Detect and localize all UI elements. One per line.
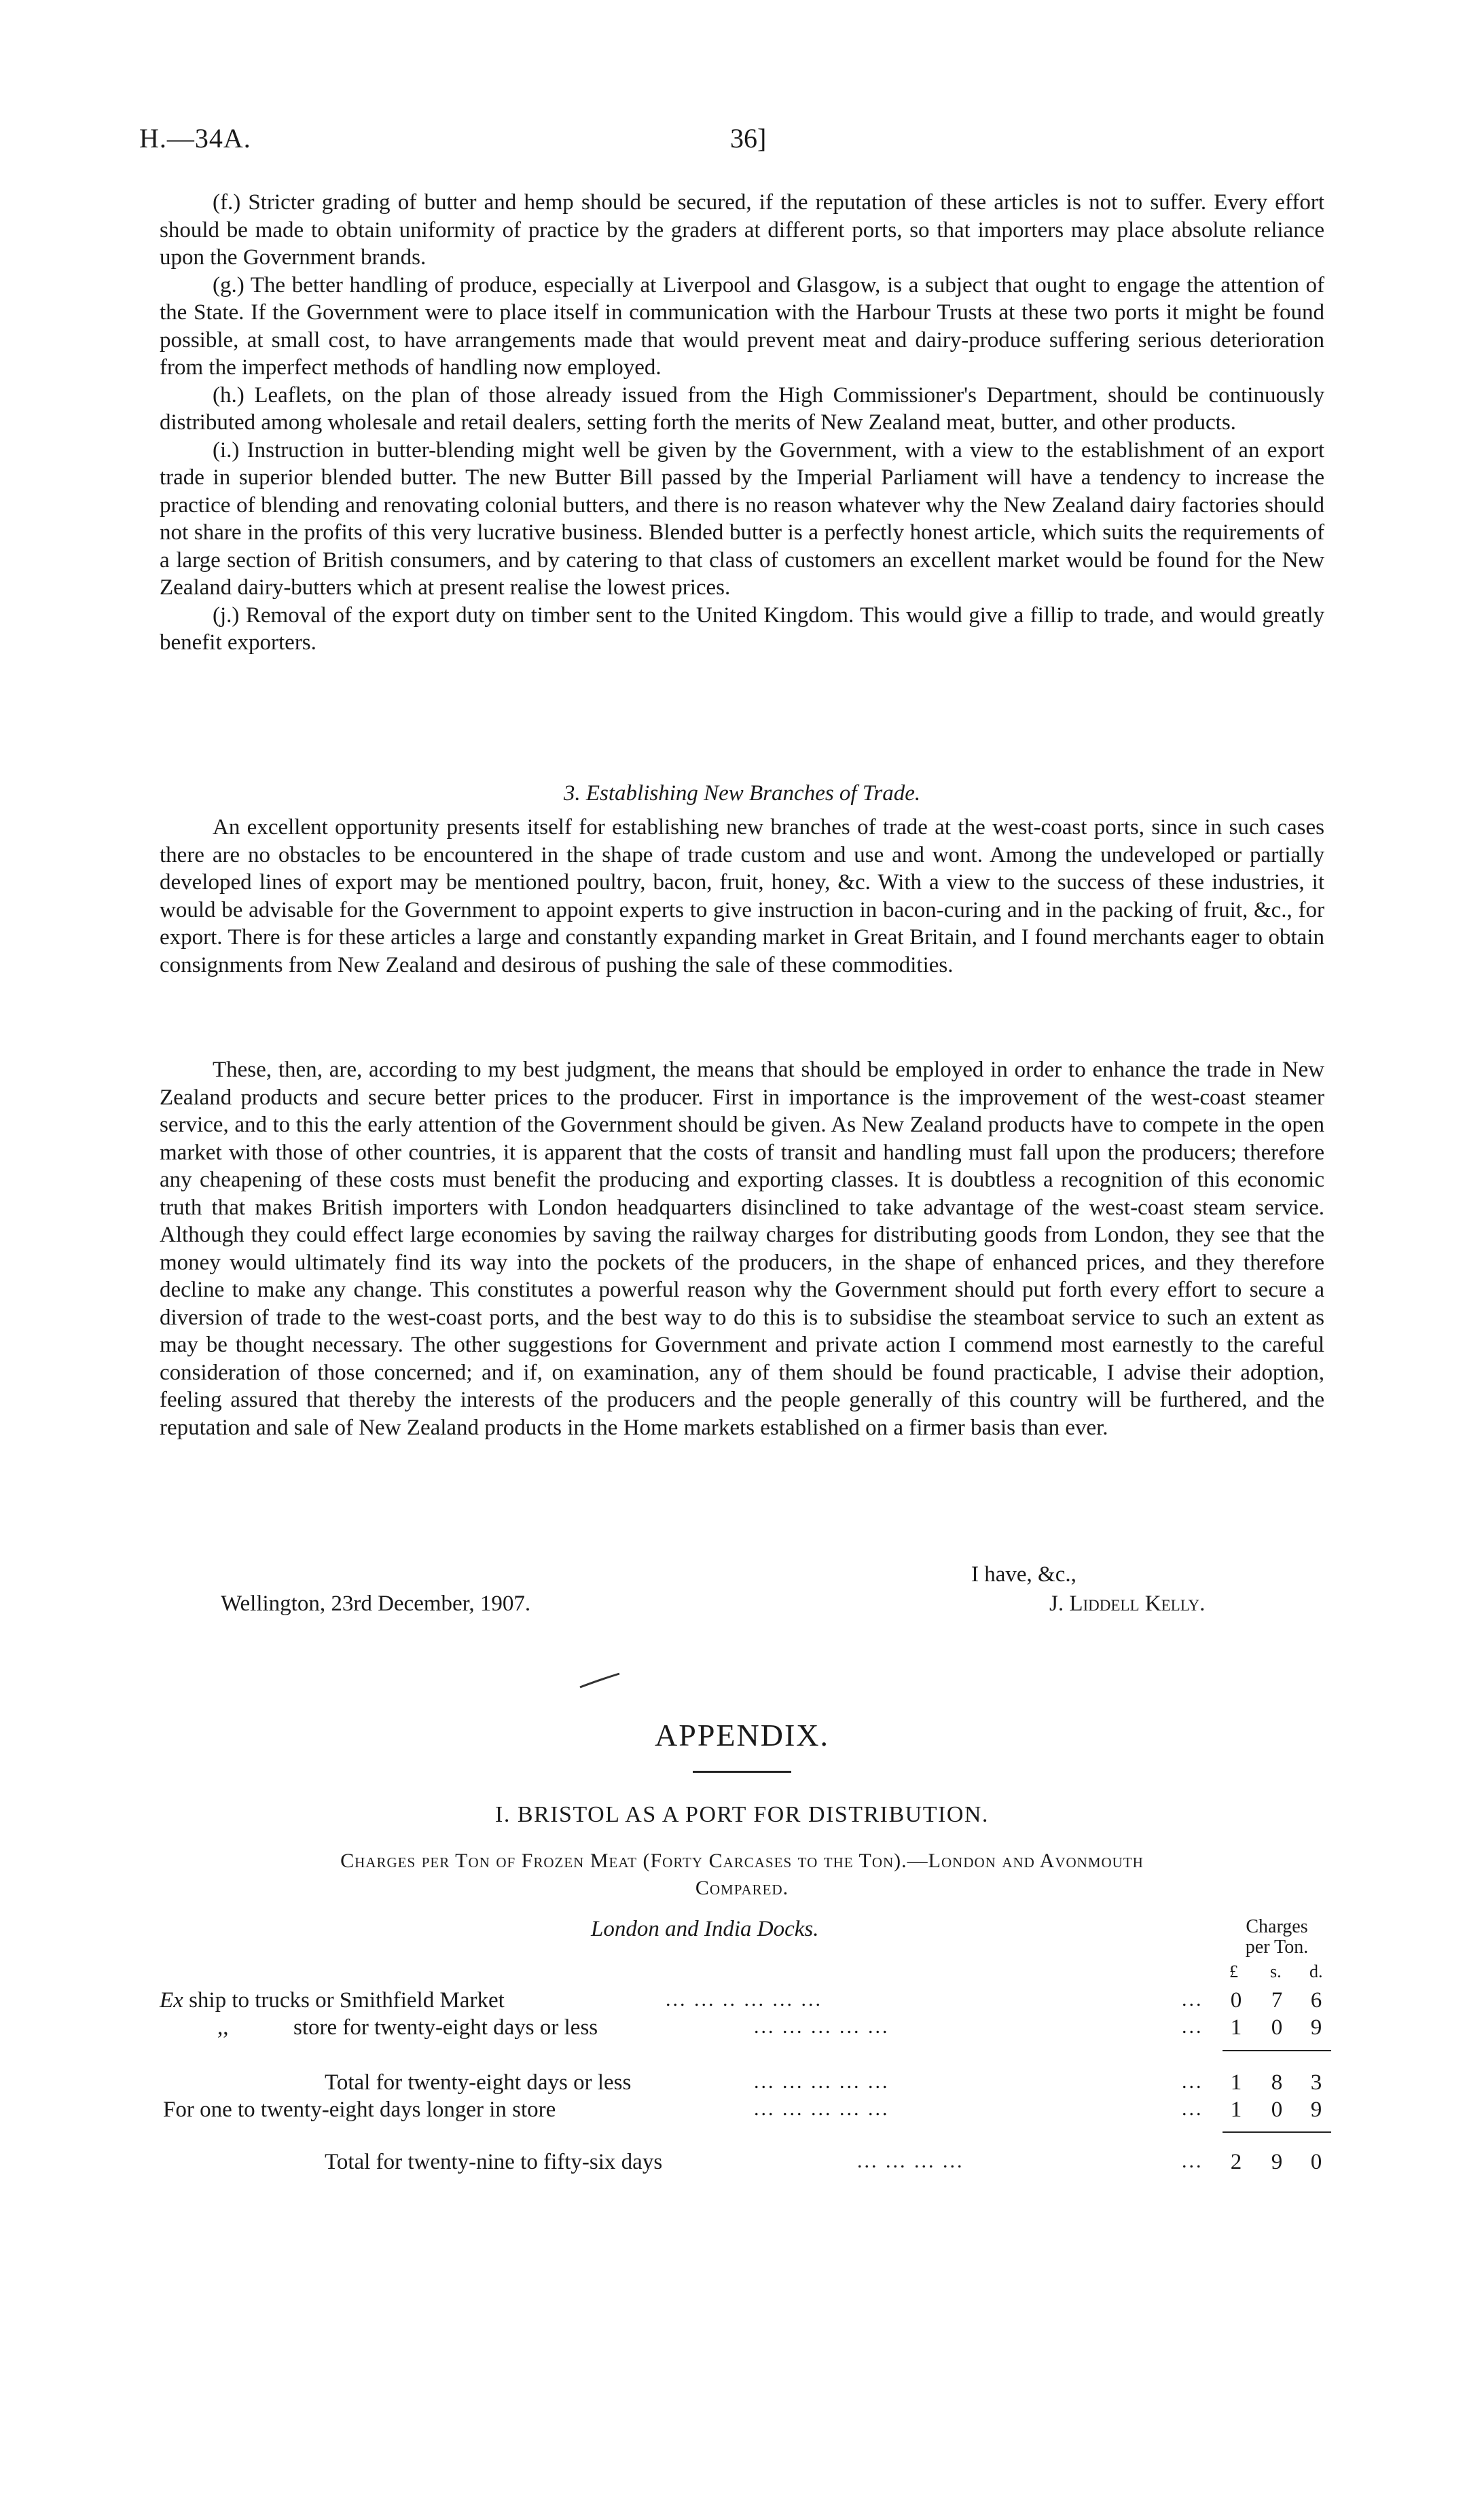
section-heading: 3. Establishing New Branches of Trade. — [563, 781, 921, 806]
row-leader: ... ... ... ... — [857, 2150, 964, 2172]
recommendations-block — [160, 189, 1324, 657]
unit-pence: d. — [1309, 1962, 1323, 1981]
section-3-paragraph: An excellent opportunity presents itself for establishing new branches of trade at the west-coast ports, since in such cases there are no obstacles to be encountered in the shape of trade custom and use and wont. Among the undeveloped or partially developed lines of export may be mentioned poultry, bacon, fruit, honey, &c. With a view to the success of these industries, it would be advisable for the Government to appoint experts to give instruction in bacon-curing and in the packing of fruit, &c., for export. There is for these articles a large and constantly expanding market in Great Britain, and I found merchants eager to obtain consignments from New Zealand and desirous of pushing the sale of these commodities. — [160, 815, 1324, 977]
conclusion-block — [160, 1056, 1324, 1441]
docks-subheading: London and India Docks. — [591, 1917, 819, 1941]
subtotal-rule — [1223, 2050, 1331, 2051]
appendix-section-title: I. BRISTOL AS A PORT FOR DISTRIBUTION. — [495, 1802, 989, 1827]
page-number: 36] — [730, 123, 767, 154]
table-row-label — [160, 1988, 505, 2013]
charges-header-line-1: Charges — [1246, 1916, 1308, 1937]
row-text: ship to trucks or Smithfield Market — [183, 1988, 505, 2013]
value-pence: 0 — [1310, 2150, 1322, 2174]
row-leader: ... ... .. ... ... ... — [666, 1988, 822, 2011]
value-shillings: 0 — [1271, 2015, 1283, 2040]
value-pence: 9 — [1310, 2097, 1322, 2122]
value-pence: 6 — [1310, 1988, 1322, 2013]
value-shillings: 0 — [1271, 2097, 1283, 2122]
appendix-title: APPENDIX. — [655, 1718, 829, 1752]
table-row-label: Total for twenty-nine to fifty-six days — [325, 2150, 663, 2174]
row-leader: ... ... ... ... ... — [754, 2015, 890, 2038]
value-pounds: 1 — [1230, 2070, 1242, 2095]
report-code: H.—34A. — [139, 123, 251, 154]
paragraph-f: (f.) Stricter grading of butter and hemp should be secured, if the reputation of these articles is not to suffer. Every effort should be made to obtain uniformity of practice by the graders at different ports, so that importers may place absolute reliance upon the Government brands. — [160, 190, 1324, 270]
table-row-label: For one to twenty-eight days longer in store — [163, 2097, 556, 2122]
place-date: Wellington, 23rd December, 1907. — [221, 1591, 531, 1616]
charges-header-line-2: per Ton. — [1245, 1937, 1309, 1958]
paragraph-g: (g.) The better handling of produce, especially at Liverpool and Glasgow, is a subject that ought to engage the attention of the State. If the Government were to place itself in communication with the Harbour Trusts at these two ports it might be found possible, at small cost, to have arrangements made that would prevent meat and dairy-produce suffering serious deterioration from the imperfect methods of handling now employed. — [160, 272, 1324, 380]
appendix-rule — [693, 1771, 791, 1773]
value-pence: 9 — [1310, 2015, 1322, 2040]
row-leader: ... ... ... ... ... — [754, 2070, 890, 2093]
value-pounds: 0 — [1230, 1988, 1242, 2013]
ornament-mark — [577, 1671, 625, 1691]
row-end-leader: ... — [1182, 2097, 1204, 2120]
row-end-leader: ... — [1182, 2150, 1204, 2172]
row-end-leader: ... — [1182, 2015, 1204, 2038]
signature: J. Liddell Kelly. — [1049, 1591, 1206, 1616]
unit-pounds: £ — [1229, 1962, 1238, 1981]
unit-shillings: s. — [1270, 1962, 1282, 1981]
table-caption-line-2: Compared. — [695, 1877, 789, 1899]
salutation: I have, &c., — [971, 1562, 1076, 1587]
table-row-label: Total for twenty-eight days or less — [325, 2070, 632, 2095]
row-ditto-mark: ,, — [217, 2015, 229, 2040]
value-pence: 3 — [1310, 2070, 1322, 2095]
charges-column-header — [1216, 1917, 1338, 1958]
value-shillings: 8 — [1271, 2070, 1283, 2095]
paragraph-j: (j.) Removal of the export duty on timber sent to the United Kingdom. This would give a fillip to trade, and would greatly benefit exporters. — [160, 602, 1324, 655]
row-end-leader: ... — [1182, 1988, 1204, 2011]
value-pounds: 2 — [1230, 2150, 1242, 2174]
total-rule — [1223, 2131, 1331, 2133]
value-pounds: 1 — [1230, 2097, 1242, 2122]
row-end-leader: ... — [1182, 2070, 1204, 2093]
value-shillings: 9 — [1271, 2150, 1283, 2174]
paragraph-h: (h.) Leaflets, on the plan of those already issued from the High Commissioner's Department, should be continuously distributed among wholesale and retail dealers, setting forth the merits of New Zealand meat, butter, and other products. — [160, 382, 1324, 435]
value-pounds: 1 — [1230, 2015, 1242, 2040]
value-shillings: 7 — [1271, 1988, 1283, 2013]
row-leader: ... ... ... ... ... — [754, 2097, 890, 2120]
table-caption-line-1: Charges per Ton of Frozen Meat (Forty Carcases to the Ton).—London and Avonmouth — [340, 1850, 1144, 1872]
row-prefix: Ex — [160, 1988, 183, 2013]
table-caption — [160, 1848, 1324, 1902]
table-row-label: store for twenty-eight days or less — [293, 2015, 598, 2040]
paragraph-i: (i.) Instruction in butter-blending might well be given by the Government, with a view to the establishment of an export trade in superior blended butter. The new Butter Bill passed by the Imperial Parliament will have a tendency to increase the practice of blending and renovating colonial butters, and there is no reason whatever why the New Zealand dairy factories should not share in the profits of this very lucrative business. Blended butter is a perfectly honest article, which suits the requirements of a large section of British consumers, and by catering to that class of customers an excellent market would be found for the New Zealand dairy-butters which at present realise the lowest prices. — [160, 437, 1324, 600]
section-3-block — [160, 814, 1324, 979]
conclusion-paragraph: These, then, are, according to my best judgment, the means that should be employed in order to enhance the trade in New Zealand products and secure better prices to the producer. First in importance is the improvement of the west-coast steamer service, and to this the early attention of the Government should be given. As New Zealand products have to compete in the open market with those of other countries, it is apparent that the costs of transit and handling must fall upon the producers; therefore any cheapening of these costs must benefit the producing and exporting classes. It is doubtless a recognition of this economic truth that makes British importers with London headquarters disinclined to take advantage of the west-coast steam service. Although they could effect large economies by saving the railway charges for distributing goods from London, they see that the money would ultimately find its way into the pockets of the producers, in the shape of enhanced prices, and they therefore decline to make any change. This constitutes a powerful reason why the Government should put forth every effort to secure a diversion of trade to the west-coast ports, and the best way to do this is to subsidise the steamboat service to such an extent as may be thought necessary. The other suggestions for Government and private action I commend most earnestly to the careful consideration of those concerned; and if, on examination, any of them should be found practicable, I advise their adoption, feeling assured that thereby the interests of the producers and the people generally of this country will be furthered, and the reputation and sale of New Zealand products in the Home markets established on a firmer basis than ever. — [160, 1058, 1324, 1440]
